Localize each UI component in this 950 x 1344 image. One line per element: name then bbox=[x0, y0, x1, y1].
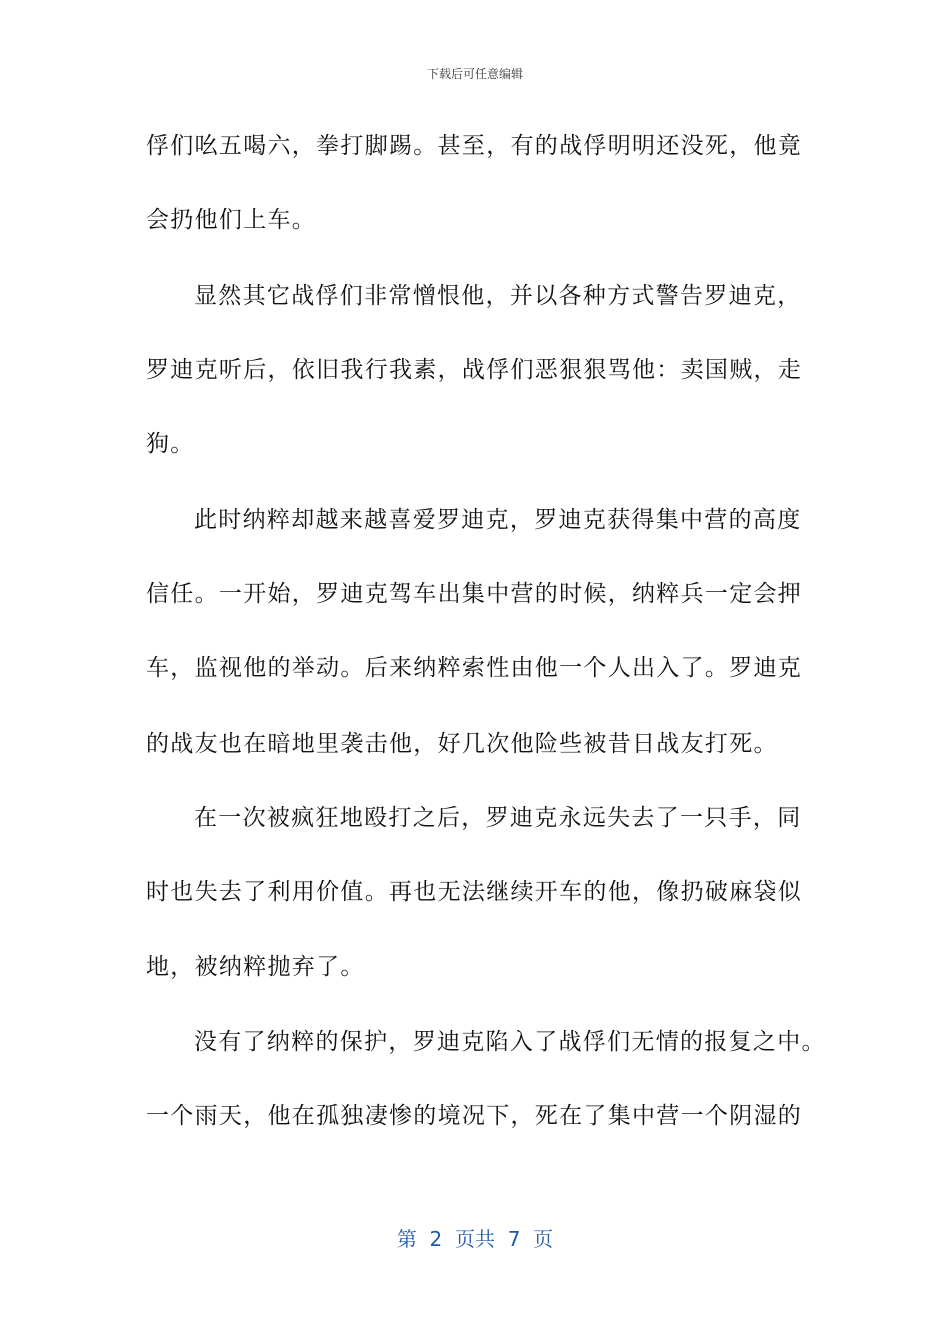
text-line: 信任。一开始，罗迪克驾车出集中营的时候，纳粹兵一定会押 bbox=[146, 581, 803, 607]
text-line: 俘们吆五喝六，拳打脚踢。甚至，有的战俘明明还没死，他竟 bbox=[146, 133, 803, 159]
text-line: 显然其它战俘们非常憎恨他，并以各种方式警告罗迪克， bbox=[194, 283, 802, 309]
text-line: 地，被纳粹抛弃了。 bbox=[146, 954, 365, 980]
text-line: 狗。 bbox=[146, 431, 195, 457]
text-line: 此时纳粹却越来越喜爱罗迪克，罗迪克获得集中营的高度 bbox=[194, 507, 802, 533]
text-line: 的战友也在暗地里袭击他，好几次他险些被昔日战友打死。 bbox=[146, 731, 778, 757]
text-line: 时也失去了利用价值。再也无法继续开车的他，像扔破麻袋似 bbox=[146, 879, 803, 905]
text-line: 在一次被疯狂地殴打之后，罗迪克永远失去了一只手，同 bbox=[194, 805, 802, 831]
text-line: 会扔他们上车。 bbox=[146, 207, 317, 233]
header-note: 下载后可任意编辑 bbox=[426, 67, 523, 81]
page-number: 第 2 页共 7 页 bbox=[396, 1227, 554, 1251]
text-line: 罗迪克听后，依旧我行我素，战俘们恶狠狠骂他：卖国贼，走 bbox=[146, 357, 803, 383]
text-line: 没有了纳粹的保护，罗迪克陷入了战俘们无情的报复之中。 bbox=[194, 1029, 826, 1055]
text-line: 一个雨天，他在孤独凄惨的境况下，死在了集中营一个阴湿的 bbox=[146, 1103, 803, 1129]
text-line: 车，监视他的举动。后来纳粹索性由他一个人出入了。罗迪克 bbox=[146, 655, 803, 681]
